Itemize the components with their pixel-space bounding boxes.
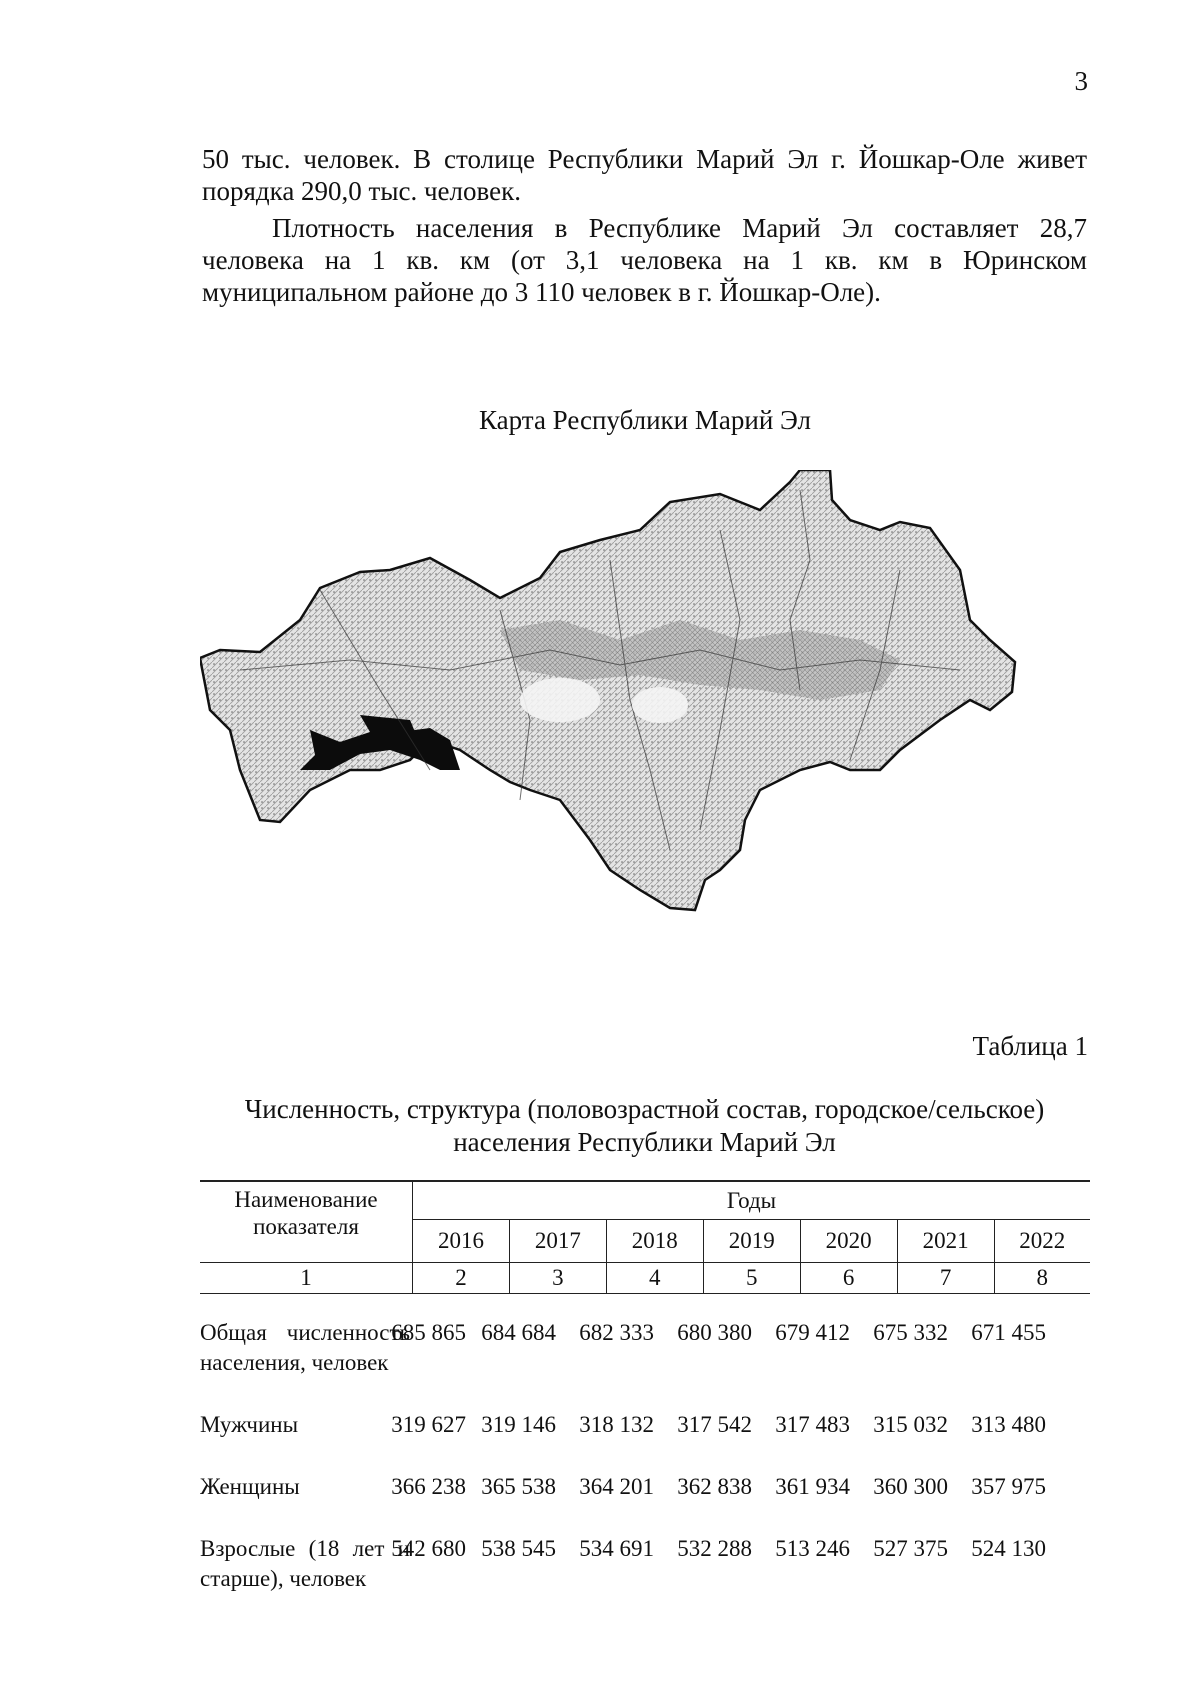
cell-value: 675 332 (873, 1320, 948, 1345)
cell-value: 318 132 (579, 1412, 654, 1437)
cell-value: 319 627 (391, 1412, 466, 1437)
column-number: 1 (200, 1263, 413, 1294)
page-number: 3 (1074, 66, 1088, 96)
column-number: 6 (800, 1263, 897, 1294)
lake (632, 687, 688, 723)
population-table-header (200, 1180, 1090, 1294)
header-year: 2016 (413, 1220, 510, 1263)
column-number: 3 (509, 1263, 606, 1294)
column-number: 8 (994, 1263, 1090, 1294)
cell-value: 685 865 (391, 1320, 466, 1345)
header-year: 2018 (606, 1220, 703, 1263)
header-year: 2022 (994, 1220, 1090, 1263)
cell-value: 315 032 (873, 1412, 948, 1437)
row-label: Женщины (200, 1474, 300, 1499)
cell-value: 317 542 (677, 1412, 752, 1437)
lake (520, 678, 600, 722)
cell-value: 671 455 (971, 1320, 1046, 1345)
cell-value: 682 333 (579, 1320, 654, 1345)
cell-value: 319 146 (481, 1412, 556, 1437)
cell-value: 542 680 (391, 1536, 466, 1561)
row-label: Мужчины (200, 1412, 299, 1437)
cell-value: 317 483 (775, 1412, 850, 1437)
cell-value: 679 412 (775, 1320, 850, 1345)
table-title: Численность, структура (половозрастной состав, городское/сельское) населения Республики Марий Эл (244, 1094, 1045, 1157)
cell-value: 313 480 (971, 1412, 1046, 1437)
cell-value: 513 246 (775, 1536, 850, 1561)
column-number: 4 (606, 1263, 703, 1294)
cell-value: 360 300 (873, 1474, 948, 1499)
row-label: Общая численность населения, человек (200, 1320, 410, 1375)
map-caption: Карта Республики Марий Эл (479, 405, 811, 435)
column-number: 5 (703, 1263, 800, 1294)
table-label: Таблица 1 (972, 1031, 1088, 1061)
cell-value: 680 380 (677, 1320, 752, 1345)
header-year: 2019 (703, 1220, 800, 1263)
cell-value: 524 130 (971, 1536, 1046, 1561)
region-map (200, 470, 1100, 990)
header-name-column: Наименование показателя (200, 1181, 413, 1263)
region-outline (200, 470, 1015, 910)
paragraph-population: 50 тыс. человек. В столице Республики Марий Эл г. Йошкар-Оле живет порядка 290,0 тыс. человек. (202, 144, 1087, 206)
cell-value: 532 288 (677, 1536, 752, 1561)
header-year: 2021 (897, 1220, 994, 1263)
cell-value: 366 238 (391, 1474, 466, 1499)
cell-value: 534 691 (579, 1536, 654, 1561)
cell-value: 538 545 (481, 1536, 556, 1561)
cell-value: 684 684 (481, 1320, 556, 1345)
header-year: 2017 (509, 1220, 606, 1263)
header-years-group: Годы (413, 1181, 1091, 1220)
row-label: Взрослые (18 лет и старше), человек (200, 1536, 410, 1591)
column-number: 7 (897, 1263, 994, 1294)
paragraph-density: Плотность населения в Республике Марий Эл составляет 28,7 человека на 1 кв. км (от 3,1 человека на 1 кв. км в Юринском муниципальном районе до 3 110 человек в г. Йошкар-Оле). (202, 213, 1087, 307)
cell-value: 362 838 (677, 1474, 752, 1499)
header-year: 2020 (800, 1220, 897, 1263)
cell-value: 527 375 (873, 1536, 948, 1561)
cell-value: 364 201 (579, 1474, 654, 1499)
region-map-graphic (200, 470, 1100, 990)
cell-value: 361 934 (775, 1474, 850, 1499)
cell-value: 357 975 (971, 1474, 1046, 1499)
cell-value: 365 538 (481, 1474, 556, 1499)
column-number: 2 (413, 1263, 510, 1294)
